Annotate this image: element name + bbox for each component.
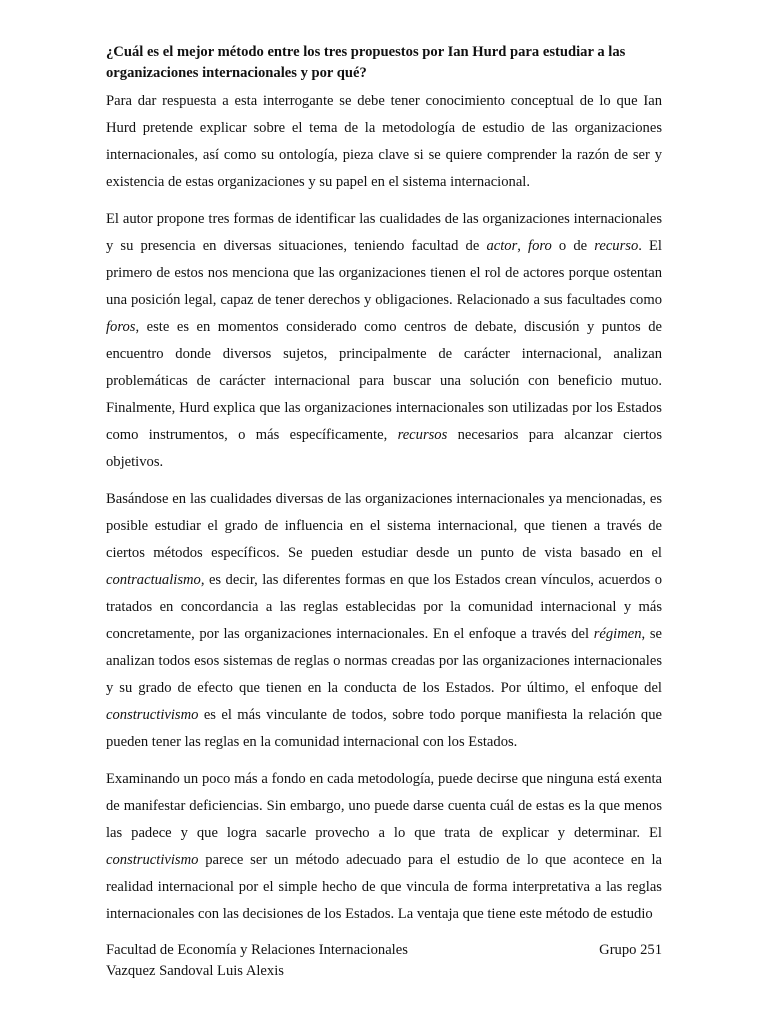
text-run: ,: [517, 238, 529, 254]
text-run: . El primero de estos nos menciona que las organizaciones tienen el rol de actores porque ostentan una posición legal, capaz de tener derechos y obligaciones. Relacionado a sus facultades como: [106, 238, 662, 308]
footer-author: Vazquez Sandoval Luis Alexis: [106, 963, 284, 979]
italic-term: foros: [106, 319, 136, 335]
italic-term: régimen: [593, 626, 642, 642]
text-run: Basándose en las cualidades diversas de las organizaciones internacionales ya mencionadas, es posible estudiar el grado de influencia en el sistema internacional, que tienen a través de ciertos métodos específicos. Se pueden estudiar desde un punto de vista basado en el: [106, 491, 662, 561]
paragraph-1: [106, 88, 662, 196]
text-run: Examinando un poco más a fondo en cada metodología, puede decirse que ninguna está exenta de manifestar deficiencias. Sin embargo, uno puede darse cuenta cuál de estas es la que menos las padece y que logra sacarle provecho a lo que trata de explicar y determinar. El: [106, 771, 662, 841]
text-run: Para dar respuesta a esta interrogante se debe tener conocimiento conceptual de lo que Ian Hurd pretende explicar sobre el tema de la metodología de estudio de las organizaciones internacionales, así como su ontología, pieza clave si se quiere comprender la razón de ser y existencia de estas organizaciones y su papel en el sistema internacional.: [106, 93, 662, 190]
document-page: [106, 42, 662, 938]
italic-term: constructivismo: [106, 852, 199, 868]
italic-term: foro: [528, 238, 552, 254]
footer-group: Grupo 251: [599, 942, 662, 958]
text-run: , es decir, las diferentes formas en que los Estados crean vínculos, acuerdos o tratados en concordancia a las reglas establecidas por la comunidad internacional y más concretamente, por las organizaciones internacionales. En el enfoque a través del: [106, 572, 662, 642]
footer-faculty: Facultad de Economía y Relaciones Internacionales: [106, 942, 408, 958]
paragraph-2: [106, 206, 662, 476]
document-title: ¿Cuál es el mejor método entre los tres propuestos por Ian Hurd para estudiar a las organizaciones internacionales y por qué?: [106, 44, 626, 81]
italic-term: contractualismo: [106, 572, 201, 588]
italic-term: recursos: [397, 427, 448, 443]
italic-term: constructivismo: [106, 707, 199, 723]
paragraph-4: [106, 766, 662, 928]
paragraph-3: [106, 486, 662, 756]
text-run: necesarios para alcanzar ciertos objetivos.: [106, 427, 662, 470]
italic-term: actor: [486, 238, 518, 254]
text-run: El autor propone tres formas de identificar las cualidades de las organizaciones internacionales y su presencia en diversas situaciones, teniendo facultad de: [106, 211, 662, 254]
text-run: es el más vinculante de todos, sobre todo porque manifiesta la relación que pueden tener las reglas en la comunidad internacional con los Estados.: [106, 707, 662, 750]
footer-row-top: [106, 940, 662, 961]
document-body: [106, 88, 662, 928]
text-run: , este es en momentos considerado como centros de debate, discusión y puntos de encuentro donde diversos sujetos, principalmente de carácter internacional, analizan problemáticas de carácter internacional para buscar una solución con beneficio mutuo. Finalmente, Hurd explica que las organizaciones internacionales son utilizadas por los Estados como instrumentos, o más específicamente,: [106, 319, 662, 443]
page-footer: [106, 940, 662, 982]
text-run: , se analizan todos esos sistemas de reglas o normas creadas por las organizaciones internacionales y su grado de efecto que tienen en la conducta de los Estados. Por último, el enfoque del: [106, 626, 662, 696]
text-run: parece ser un método adecuado para el estudio de lo que acontece en la realidad internacional por el simple hecho de que vincula de forma interpretativa a las reglas internacionales con las decisiones de los Estados. La ventaja que tiene este método de estudio: [106, 852, 662, 922]
text-run: o de: [551, 238, 595, 254]
italic-term: recurso: [594, 238, 639, 254]
